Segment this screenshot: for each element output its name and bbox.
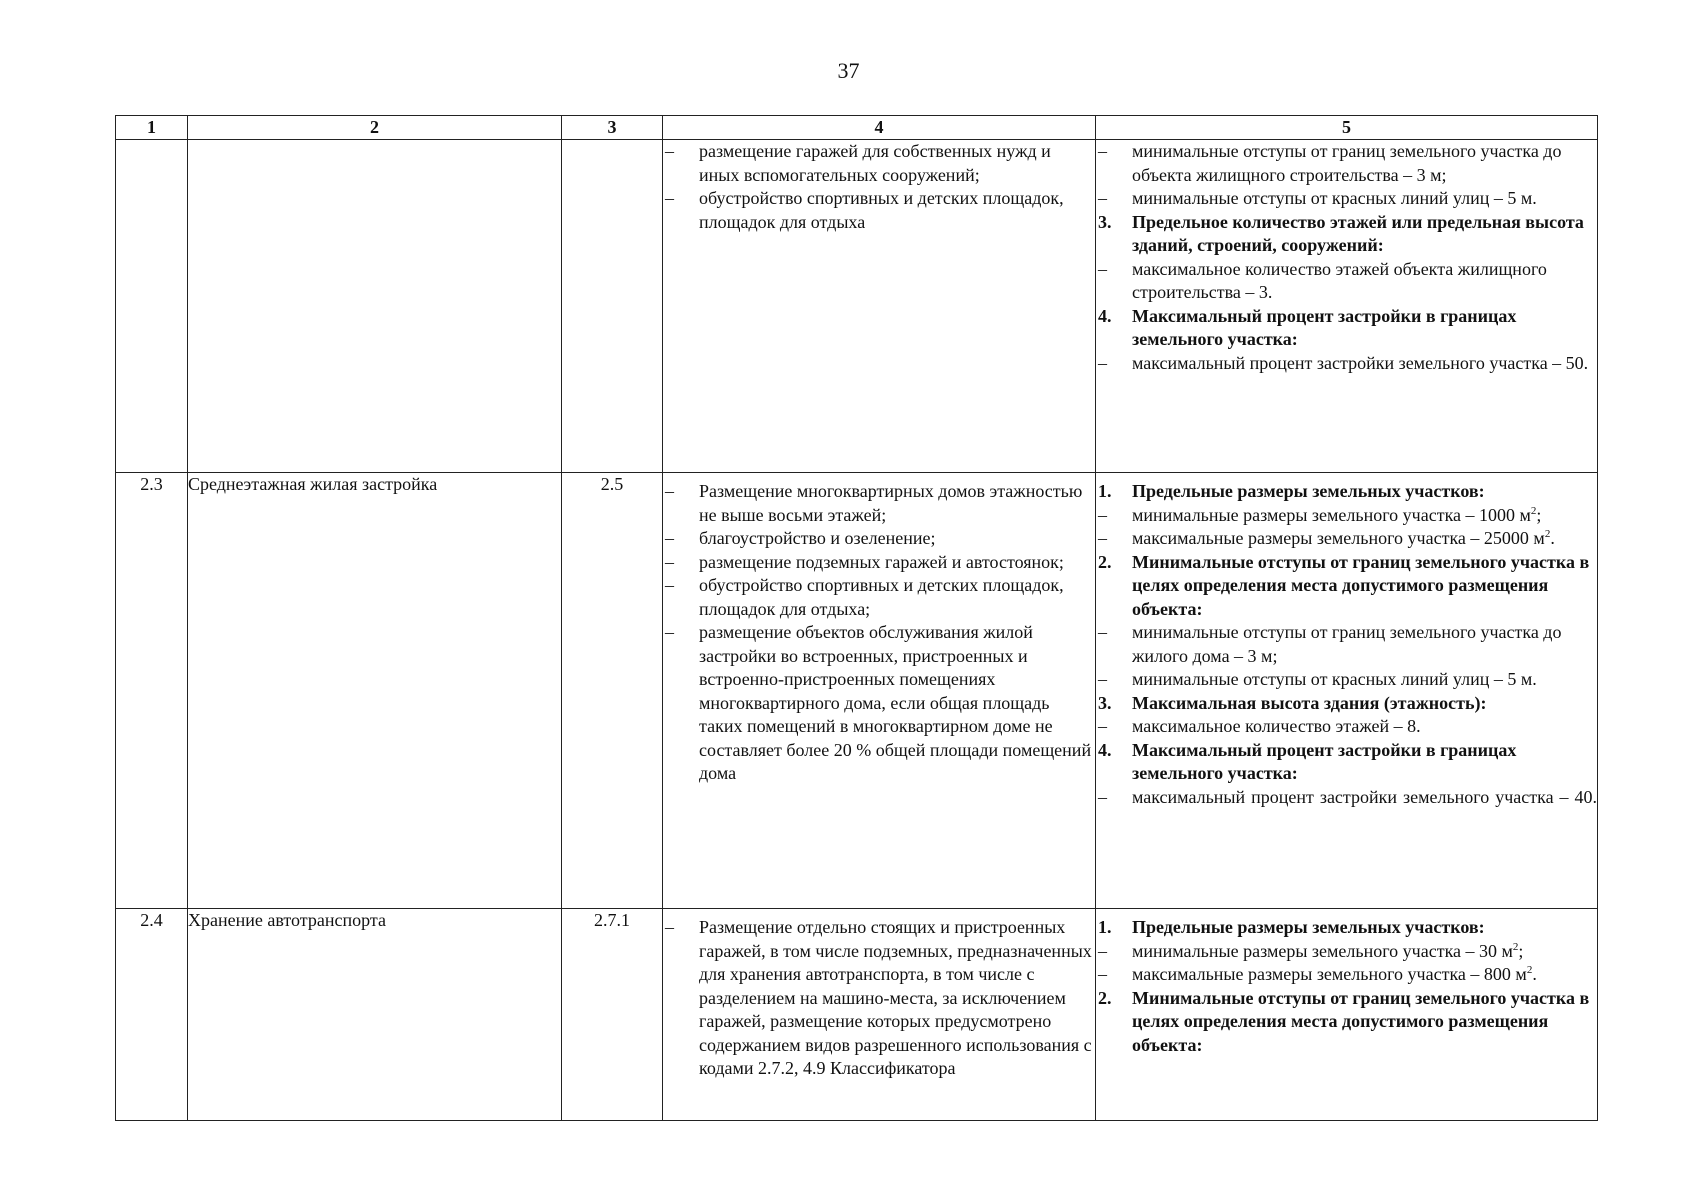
param-line: – минимальные отступы от красных линий улиц – 5 м.: [1098, 188, 1537, 208]
table-row: [116, 140, 1598, 473]
use-name: [188, 140, 562, 473]
parameters: [1096, 909, 1598, 1121]
param-line: – минимальные размеры земельного участка – 1000 $м^2$;: [1098, 504, 1542, 525]
use-description: [663, 473, 1096, 909]
use-name: Хранение автотранспорта: [188, 909, 562, 1121]
parameters: [1096, 140, 1598, 473]
param-line: – максимальный процент застройки земельного участка – 50.: [1098, 352, 1589, 373]
table-row: [116, 909, 1598, 1121]
header-col-1: 1: [116, 116, 188, 140]
use-list: [663, 480, 1095, 786]
param-line: – минимальные отступы от границ земельного участка до объекта жилищного строительства – 3 м;: [1098, 141, 1562, 185]
param-line: – минимальные отступы от красных линий улиц – 5 м.: [1098, 669, 1537, 689]
param-heading: 1. Предельные размеры земельных участков:: [1098, 481, 1485, 501]
row-number: 2.3: [116, 473, 188, 909]
param-line: – максимальное количество этажей объекта жилищного строительства – 3.: [1098, 258, 1547, 302]
param-heading: 4. Максимальный процент застройки в границах земельного участка:: [1098, 739, 1517, 783]
param-heading: 2. Минимальные отступы от границ земельного участка в целях определения места допустимого размещения объекта:: [1098, 987, 1590, 1055]
parameters: [1096, 473, 1598, 909]
param-heading: 4. Максимальный процент застройки в границах земельного участка:: [1098, 305, 1517, 349]
use-code: 2.5: [562, 473, 663, 909]
header-col-4: 4: [663, 116, 1096, 140]
list-item: – размещение подземных гаражей и автостоянок;: [663, 551, 1095, 575]
use-description: [663, 140, 1096, 473]
param-line: – минимальные размеры земельного участка – 30 $м^2$;: [1098, 940, 1524, 961]
param-line: – максимальный процент застройки земельного участка – 40.: [1098, 786, 1597, 807]
header-col-2: 2: [188, 116, 562, 140]
list-item: – обустройство спортивных и детских площадок, площадок для отдыха;: [663, 574, 1095, 621]
use-description: [663, 909, 1096, 1121]
list-item: – Размещение многоквартирных домов этажностью не выше восьми этажей;: [663, 480, 1095, 527]
param-heading: 1. Предельные размеры земельных участков:: [1098, 917, 1485, 937]
header-col-3: 3: [562, 116, 663, 140]
param-line: – максимальные размеры земельного участка – 800 $м^2$.: [1098, 964, 1537, 984]
use-code: [562, 140, 663, 473]
row-number: [116, 140, 188, 473]
header-col-5: 5: [1096, 116, 1598, 140]
use-name: Среднеэтажная жилая застройка: [188, 473, 562, 909]
list-item: – благоустройство и озеленение;: [663, 527, 1095, 551]
table-header-row: [116, 116, 1598, 140]
list-item: – обустройство спортивных и детских площадок, площадок для отдыха: [663, 187, 1095, 234]
zoning-table: [115, 115, 1598, 1121]
table-row: [116, 473, 1598, 909]
row-number: 2.4: [116, 909, 188, 1121]
param-line: – максимальные размеры земельного участка – 25000 $м^2$.: [1098, 528, 1555, 548]
use-code: 2.7.1: [562, 909, 663, 1121]
list-item: – размещение гаражей для собственных нужд и иных вспомогательных сооружений;: [663, 140, 1095, 187]
use-list: [663, 916, 1095, 1081]
param-heading: 3. Максимальная высота здания (этажность):: [1098, 692, 1487, 713]
param-line: – минимальные отступы от границ земельного участка до жилого дома – 3 м;: [1098, 622, 1562, 666]
param-heading: 3. Предельное количество этажей или предельная высота зданий, строений, сооружений:: [1098, 211, 1584, 255]
param-line: – максимальное количество этажей – 8.: [1098, 716, 1421, 736]
page-number: 37: [837, 58, 860, 83]
list-item: – размещение объектов обслуживания жилой застройки во встроенных, пристроенных и встроенно-пристроенных помещениях многоквартирного дома, если общая площадь таких помещений в многоквартирном доме не составляет более 20 % общей площади помещений дома: [663, 621, 1095, 786]
use-list: [663, 140, 1095, 234]
param-heading: 2. Минимальные отступы от границ земельного участка в целях определения места допустимого размещения объекта:: [1098, 551, 1590, 619]
list-item: – Размещение отдельно стоящих и пристроенных гаражей, в том числе подземных, предназначенных для хранения автотранспорта, в том числе с разделением на машино-места, за исключением гаражей, размещение которых предусмотрено содержанием видов разрешенного использования с кодами 2.7.2, 4.9 Классификатора: [663, 916, 1095, 1081]
